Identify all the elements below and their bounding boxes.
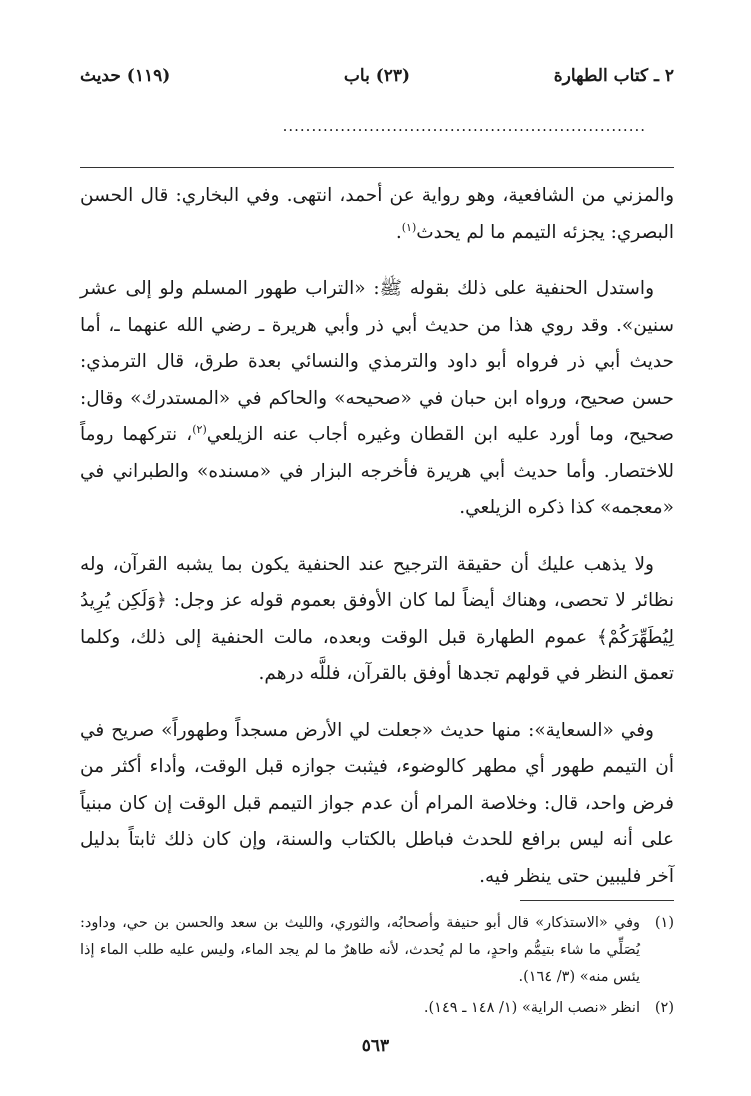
header-bab: (٢٣) باب [343, 66, 411, 86]
footnote-ref: (٢) [192, 422, 207, 436]
header-chapter: ٢ ـ كتاب الطهارة [553, 66, 674, 86]
paragraph [80, 271, 674, 527]
footnotes [80, 910, 674, 1026]
dotted-line: ............................................................... [282, 117, 646, 135]
paragraph-text: ولا يذهب عليك أن حقيقة الترجيح عند الحنفية يكون بما يشبه القرآن، وله نظائر لا تحصى، وهناك أيضاً لما كان الأوفق بعموم قوله عز وجل: ﴿وَلَكِن يُرِيدُ لِيُطَهِّرَكُمْ﴾ عموم الطهارة قبل الوقت وبعده، مالت الحنفية إلى ذلك، وكلما تعمق النظر في قولهم تجدها أوفق بالقرآن، فللَّه درهم. [80, 553, 674, 684]
footnote-rule [520, 900, 674, 901]
header-hadith: (١١٩) حديث [80, 66, 171, 86]
header-rule [80, 167, 674, 168]
footnote-number: (١) [654, 915, 674, 931]
running-header [80, 66, 674, 96]
footnote [80, 995, 674, 1022]
paragraph [80, 178, 674, 251]
page-number: ٥٦٣ [361, 1036, 390, 1056]
footnote-ref: (١) [401, 220, 417, 234]
paragraph-tail: . [395, 221, 402, 243]
paragraph-tail: ، نتركهما روماً للاختصار. وأما حديث أبي هريرة فأخرجه البزار في «مسنده» والطبراني في «معجمه» كذا ذكره الزيلعي. [80, 424, 674, 518]
footnote [80, 910, 674, 991]
paragraph [80, 713, 674, 896]
paragraph-text: والمزني من الشافعية، وهو رواية عن أحمد، انتهى. وفي البخاري: قال الحسن البصري: يجزئه التيمم ما لم يحدث [80, 185, 674, 243]
footnote-text: وفي «الاستذكار» قال أبو حنيفة وأصحابُه، والثوري، والليث بن سعد والحسن بن حي، وداود: يُصَلِّي ما شاء بتيمُّم واحدٍ، ما لم يُحدث، لأنه طاهرٌ ما لم يجد الماء، وليس عليه طلب الماء إذا يئس منه» (٣/ ١٦٤). [80, 915, 641, 985]
paragraph-text: وفي «السعاية»: منها حديث «جعلت لي الأرض مسجداً وطهوراً» صريح في أن التيمم طهور أي مطهر كالوضوء، فيثبت جوازه قبل الوقت، وأداء أكثر من فرض واحد، قال: وخلاصة المرام أن عدم جواز التيمم قبل الوقت إن كان مبنياً على أنه ليس برافع للحدث فباطل بالكتاب والسنة، وإن كان ذلك ثابتاً بدليل آخر فليبين حتى ينظر فيه. [80, 719, 674, 887]
paragraph [80, 547, 674, 693]
main-text [80, 178, 674, 915]
paragraph-text: واستدل الحنفية على ذلك بقوله ﷺ: «التراب طهور المسلم ولو إلى عشر سنين». وقد روي هذا من حديث أبي ذر وأبي هريرة ـ رضي الله عنهما ـ، أما حديث أبي ذر فرواه أبو داود والترمذي والنسائي بعدة طرق، قال الترمذي: حسن صحيح، ورواه ابن حبان في «صحيحه» والحاكم في «المستدرك» وقال: صحيح، وما أورد عليه ابن القطان وغيره أجاب عنه الزيلعي [80, 278, 674, 445]
footnote-text: انظر «نصب الراية» (١/ ١٤٨ ـ ١٤٩). [423, 1000, 640, 1016]
footnote-number: (٢) [654, 1000, 674, 1016]
